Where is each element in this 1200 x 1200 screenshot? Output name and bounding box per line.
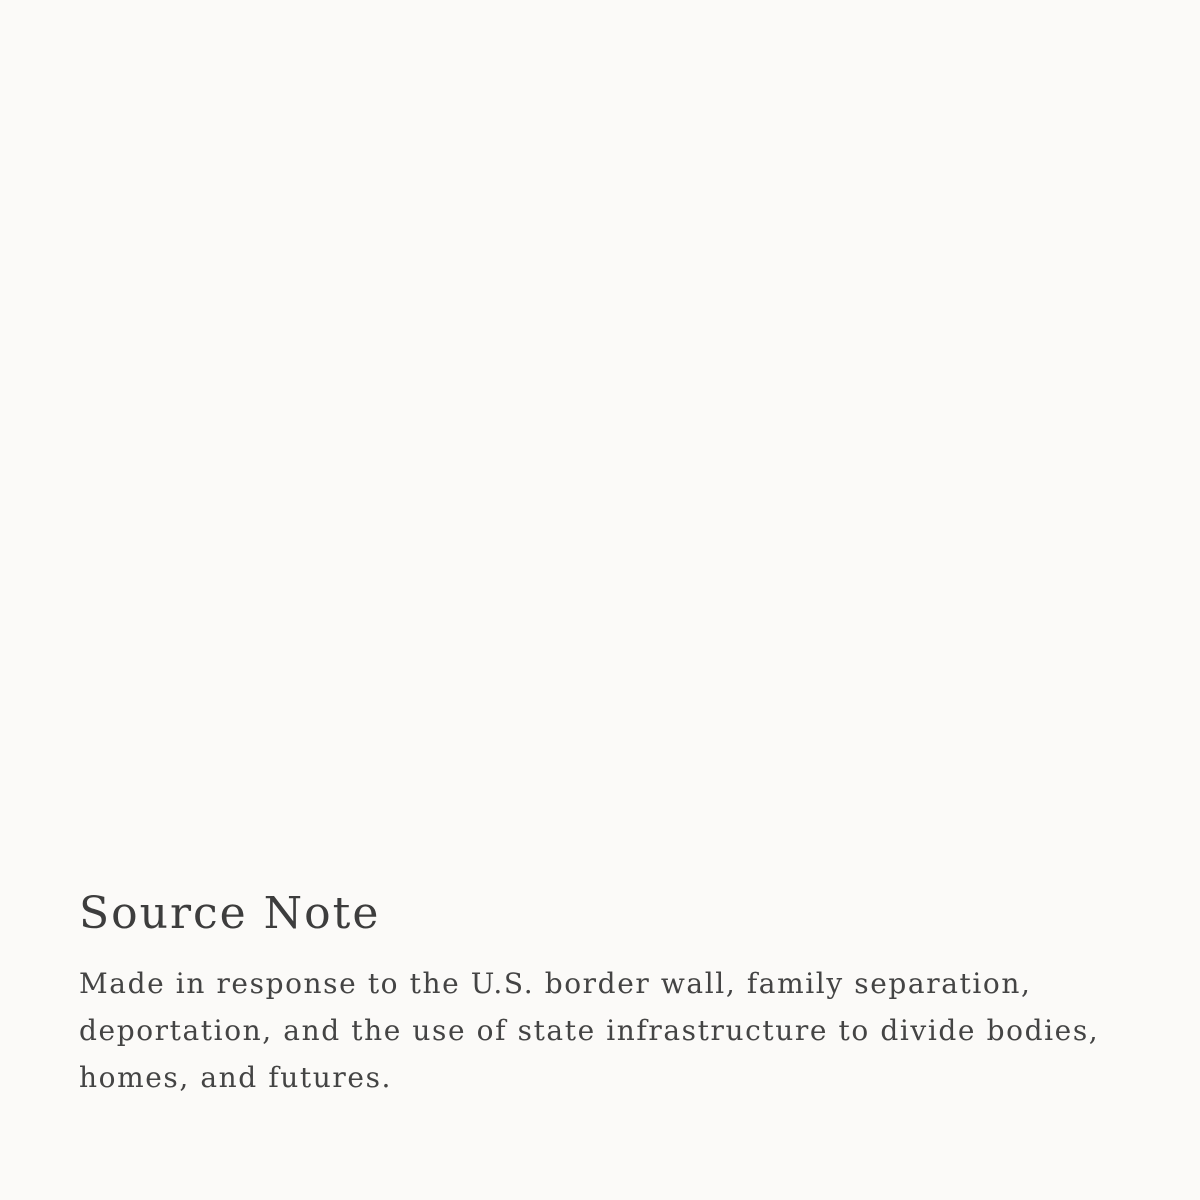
source-note-title: Source Note — [79, 888, 381, 939]
source-note-body: Made in response to the U.S. border wall, family separation, deportation, and the use of state infrastructure to divide bodies, homes, and futures. — [79, 967, 1100, 1094]
source-note — [79, 884, 1139, 1101]
